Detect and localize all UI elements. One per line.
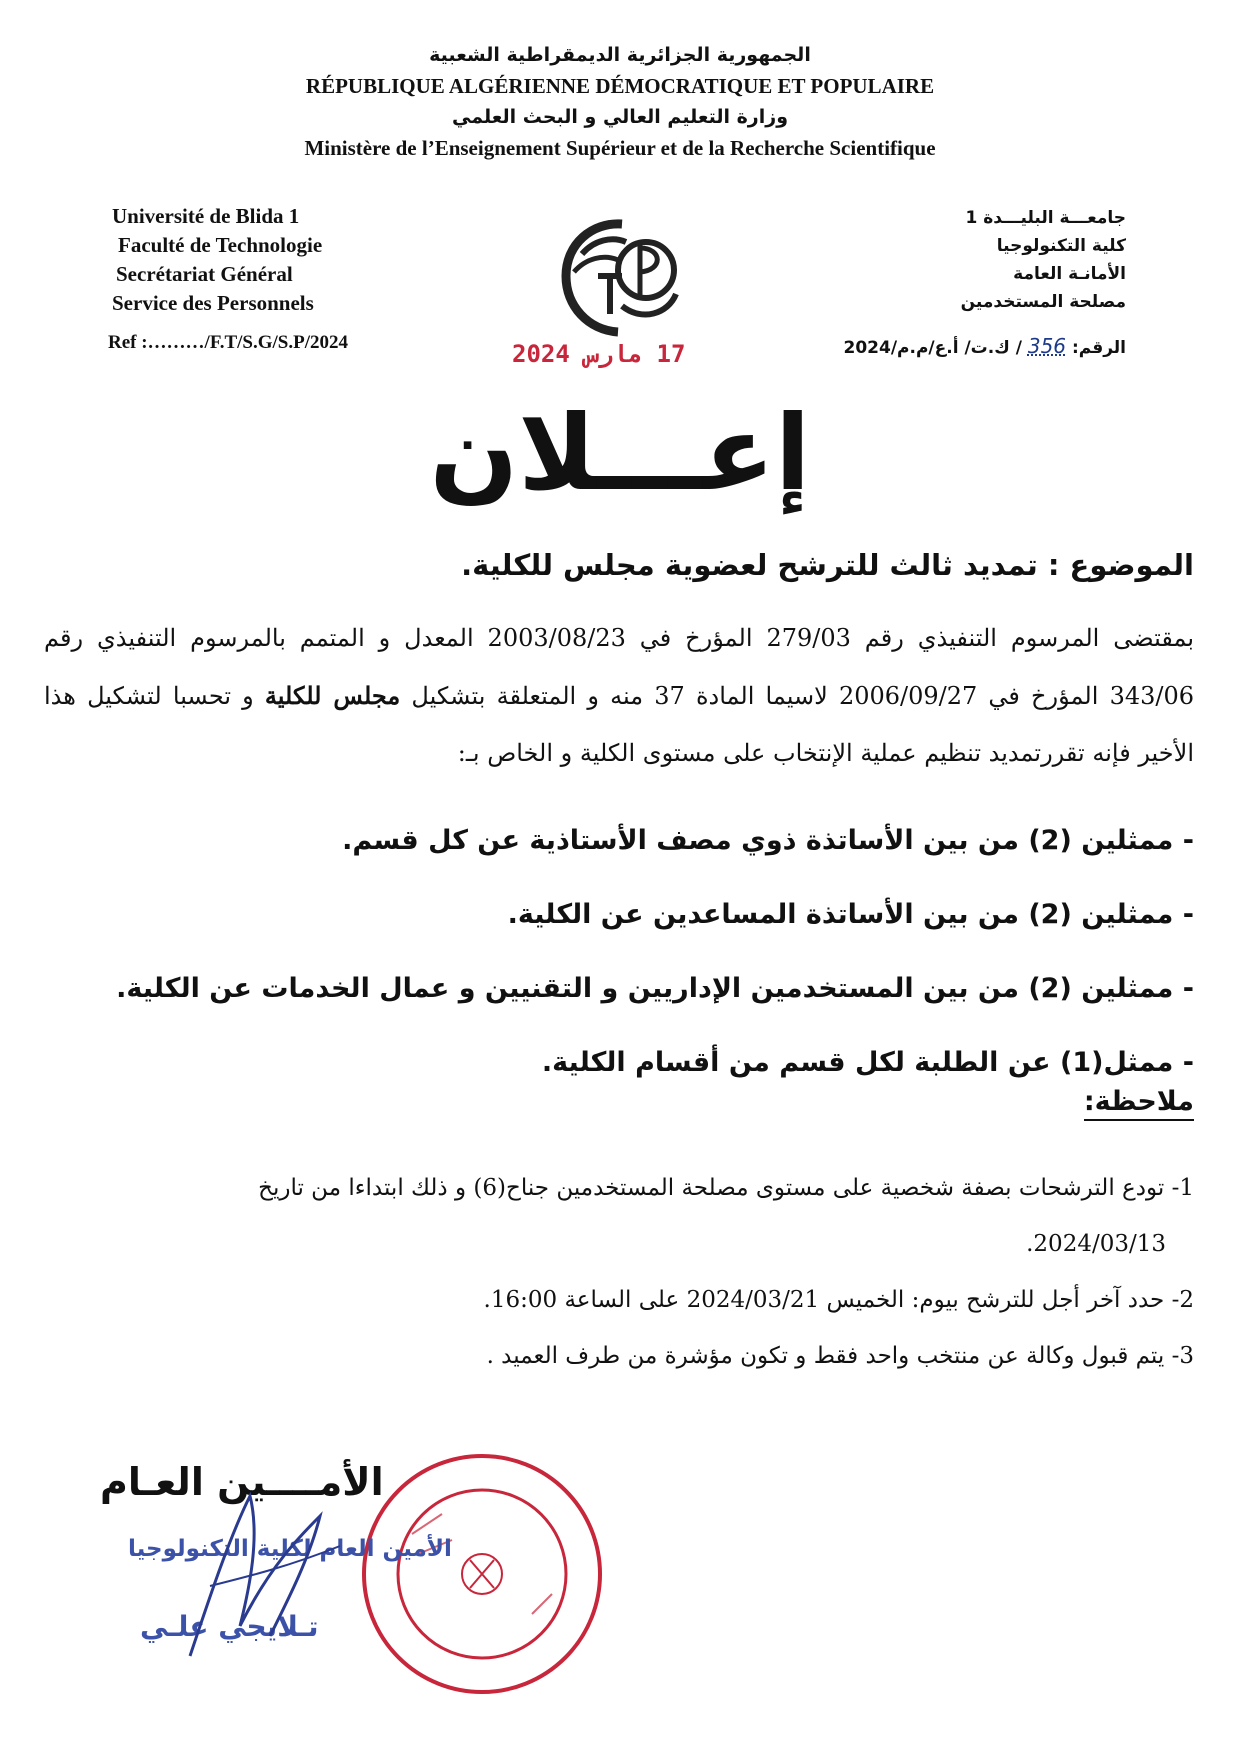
note-item-2: 2- حدد آخر أجل للترشح بيوم: الخميس 2024/03/21 على الساعة 16:00. bbox=[483, 1287, 1194, 1313]
list-item: - ممثلين (2) من بين الأساتذة ذوي مصف الأستاذية عن كل قسم. bbox=[342, 825, 1194, 856]
list-item: - ممثلين (2) من بين المستخدمين الإداريين و التقنيين و عمال الخدمات عن الكلية. bbox=[116, 973, 1194, 1004]
header-ar-ministry: وزارة التعليم العالي و البحث العلمي bbox=[452, 106, 788, 128]
reference-fr: Ref :………/F.T/S.G/S.P/2024 bbox=[108, 332, 348, 353]
official-seal bbox=[352, 1444, 612, 1704]
notes-heading: ملاحظة: bbox=[1084, 1086, 1194, 1121]
reference-number: 356 bbox=[1027, 334, 1067, 358]
signatory-name-stamp: تـلايجي علـي bbox=[140, 1610, 319, 1643]
secretariat-name-ar: الأمانـة العامة bbox=[1013, 264, 1126, 284]
reference-ar bbox=[844, 334, 1126, 358]
body-part2: و تحسبا لتشكيل هذا الأخير فإنه تقررتمديد تنظيم عملية الإنتخاب على مستوى الكلية و الخاص بـ: bbox=[44, 682, 1194, 767]
body-bold-council: مجلس للكلية bbox=[264, 681, 401, 710]
notes-list bbox=[44, 1160, 1194, 1384]
note-item-3: 3- يتم قبول وكالة عن منتخب واحد فقط و تكون مؤشرة من طرف العميد . bbox=[486, 1343, 1194, 1369]
header-fr-ministry: Ministère de l’Enseignement Supérieur et de la Recherche Scientifique bbox=[304, 136, 936, 160]
reference-ar-prefix: الرقم: bbox=[1066, 338, 1126, 358]
body-paragraph bbox=[44, 610, 1194, 782]
institution-block-fr bbox=[112, 202, 322, 318]
header-fr-republic: RÉPUBLIQUE ALGÉRIENNE DÉMOCRATIQUE ET POPULAIRE bbox=[305, 74, 935, 98]
list-item: - ممثل(1) عن الطلبة لكل قسم من أقسام الكلية. bbox=[541, 1047, 1194, 1078]
faculty-name: Faculté de Technologie bbox=[118, 233, 323, 257]
secretariat-name: Secrétariat Général bbox=[116, 262, 293, 286]
handwritten-signature bbox=[150, 1476, 370, 1676]
body-part1: بمقتضى المرسوم التنفيذي رقم 279/03 المؤرخ في 2003/08/23 المعدل و المتمم بالمرسوم التنفيذي رقم 343/06 المؤرخ في 2006/09/27 لاسيما المادة 37 منه و المتعلقة بتشكيل bbox=[44, 624, 1195, 710]
service-name: Service des Personnels bbox=[112, 291, 314, 315]
page-title: إعـــلان bbox=[429, 392, 811, 514]
university-logo bbox=[552, 214, 688, 340]
representatives-list bbox=[44, 812, 1194, 1108]
subject-line: الموضوع : تمديد ثالث للترشح لعضوية مجلس للكلية. bbox=[461, 548, 1194, 582]
signature-title: الأمــــين العـام bbox=[100, 1460, 384, 1504]
signatory-title-stamp: الأمين العام لكلية التكنولوجيا bbox=[128, 1536, 452, 1562]
note-item-1: 1- تودع الترشحات بصفة شخصية على مستوى مصلحة المستخدمين جناح(6) و ذلك ابتداءا من تاريخ bbox=[258, 1175, 1194, 1201]
note-item-1-continuation: 2024/03/13. bbox=[1026, 1231, 1166, 1257]
university-name: Université de Blida 1 bbox=[112, 204, 300, 228]
reference-ar-suffix: / ك.ت/ أ.ع/م.م/2024 bbox=[843, 338, 1028, 358]
header-ar-republic: الجمهورية الجزائرية الديمقراطية الشعبية bbox=[429, 44, 811, 66]
service-name-ar: مصلحة المستخدمين bbox=[960, 292, 1126, 312]
institution-block-ar bbox=[866, 204, 1126, 316]
university-name-ar: جامعـــة البليـــدة 1 bbox=[965, 208, 1126, 228]
list-item: - ممثلين (2) من بين الأساتذة المساعدين عن الكلية. bbox=[507, 899, 1194, 930]
date-stamp: 17 مارس 2024 bbox=[512, 340, 686, 368]
faculty-name-ar: كلية التكنولوجيا bbox=[996, 236, 1126, 256]
